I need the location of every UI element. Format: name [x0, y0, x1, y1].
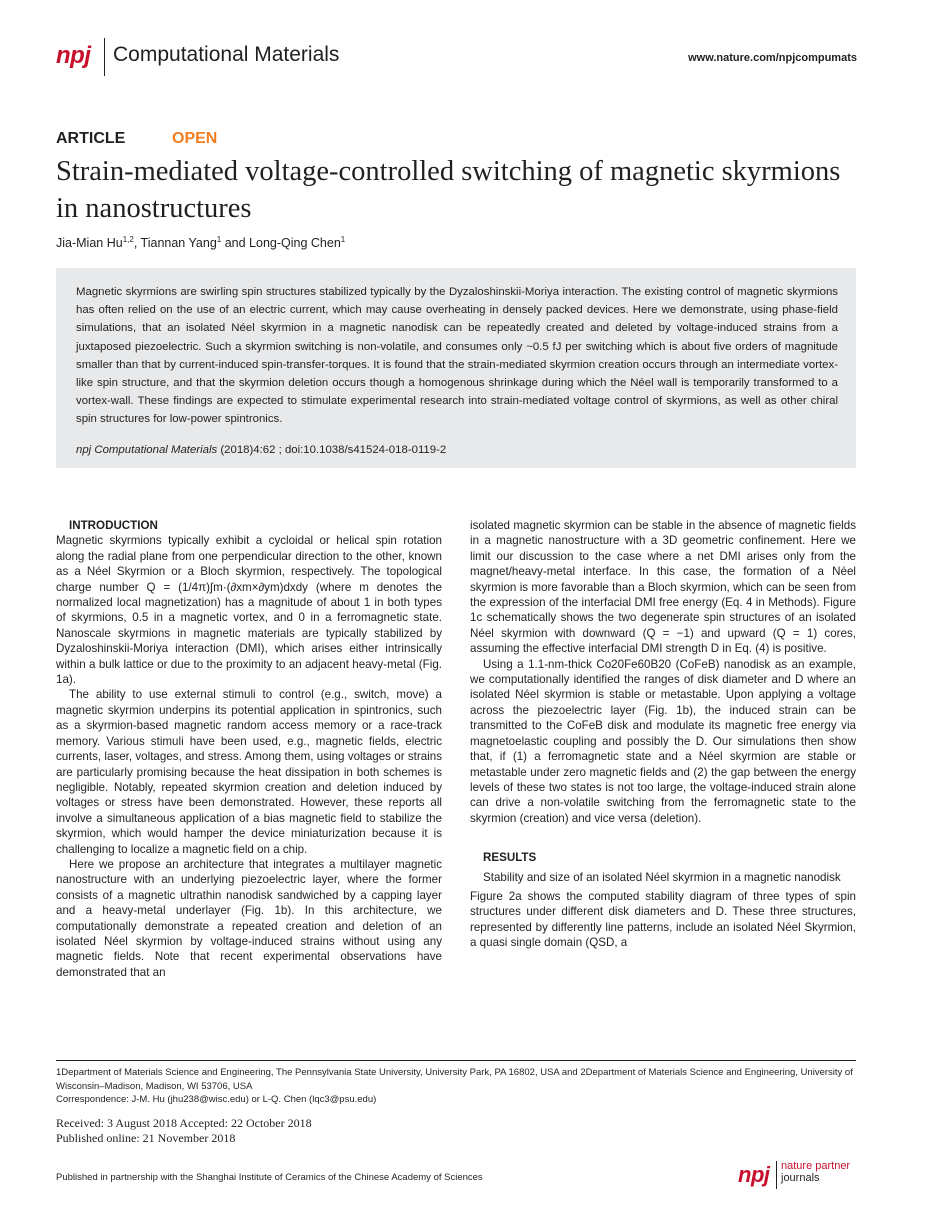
intro-paragraph-2: The ability to use external stimuli to control (e.g., switch, move) a magnetic skyrmion underpins its potential application in spintronics, such as a skyrmion-based magnetic random access memory or a race-track memory. Various stimuli have been used, e.g., magnetic fields, electric currents, laser, voltages, and stress. Among them, using voltages or strains are particularly promising because the heat dissipation in both schemes is negligible. Notably, repeated skyrmion creation and deletion induced by voltages or stress have been demonstrated. However, these reports all involve a simultaneous application of a bias magnetic field to stabilize the skyrmion, which would hamper the device miniaturization because it is challenging to localize a magnetic field on a chip. — [56, 688, 442, 856]
author-yang-affiliation: 1 — [216, 235, 222, 244]
author-list — [56, 235, 345, 250]
footer-logo-divider — [776, 1161, 777, 1189]
author-separator: , — [133, 236, 141, 251]
subsection-heading: Stability and size of an isolated Néel skyrmion in a magnetic nanodisk — [483, 870, 841, 884]
abstract-text: Magnetic skyrmions are swirling spin structures stabilized typically by the Dyzaloshinskii-Moriya interaction. The existing control of magnetic skyrmions has often relied on the use of an electric current, which may cause overheating in densely packed devices. Here we demonstrate, using phase-field simulations, that an isolated Néel skyrmion in a magnetic nanodisk can be repeatedly created and deleted by voltage-induced strains from a juxtaposed piezoelectric. Such a skyrmion switching is non-volatile, and consumes only ~0.5 fJ per switching which is about five orders of magnitude smaller than that by current-induced spin-transfer-torques. It is found that the strain-mediated skyrmion creation occurs through an intermediate vortex-like spin structure, and that the skyrmion deletion occurs though a homogenous shrinkage during which the Néel wall is temporarily transformed to a vortex-wall. These findings are expected to stimulate experimental research into strain-mediated voltage control of skyrmions, as well as other chiral spin structures for low-power spintronics. — [76, 286, 838, 426]
author-chen[interactable]: Long-Qing Chen — [249, 236, 341, 251]
body-column-left — [56, 518, 442, 980]
correspondence-footnote: Correspondence: J-M. Hu (jhu238@wisc.edu) or L-Q. Chen (lqc3@psu.edu) — [56, 1094, 377, 1105]
results-paragraph-1: Figure 2a shows the computed stability diagram of three types of spin structures under different disk diameters and D. These three structures, represented by differently line patterns, include an isolated Néel Skyrmion, a quasi single domain (QSD, a — [470, 889, 856, 950]
citation-line — [76, 444, 446, 456]
received-accepted-dates: Received: 3 August 2018 Accepted: 22 October 2018 — [56, 1116, 312, 1130]
nature-partner-journals-logo — [781, 1161, 861, 1184]
article-type-label: ARTICLE — [56, 130, 126, 147]
author-yang[interactable]: Tiannan Yang — [140, 236, 217, 251]
footnote-divider — [56, 1060, 856, 1061]
npj-footer-logo: npj — [738, 1162, 770, 1187]
section-heading-results: RESULTS — [483, 851, 537, 865]
partner-line-1: nature partner — [781, 1160, 851, 1172]
section-heading-introduction: INTRODUCTION — [69, 519, 158, 532]
affiliations-footnote: 1Department of Materials Science and Engineering, The Pennsylvania State University, University Park, PA 16802, USA and 2Department of Materials Science and Engineering, University of Wisconsin–Madison, Madison, WI 53706, USA — [56, 1067, 853, 1092]
partnership-note: Published in partnership with the Shanghai Institute of Ceramics of the Chinese Academy of Sciences — [56, 1172, 483, 1183]
header-divider — [104, 38, 105, 76]
right-paragraph-2: Using a 1.1-nm-thick Co20Fe60B20 (CoFeB) nanodisk as an example, we computationally identified the ranges of disk diameter and D where an isolated Néel skyrmion is stable or metastable. Upon applying a voltage across the piezoelectric layer (Fig. 1b), the induced strain can be transmitted to the CoFeB disk and modulate its magnetic free energy via magnetoelastic coupling and possibly the D. Our simulations then show that, if (1) a ferromagnetic state and a Néel skyrmion are stable or metastable under zero magnetic fields and (2) the gap between the energy levels of these two states is not too large, the voltage-induced strain alone can drive a non-volatile switching from the ferromagnetic state to the skyrmion (creation) and vice versa (deletion). — [470, 657, 856, 825]
citation-doi-link[interactable]: (2018)4:62 ; doi:10.1038/s41524-018-0119-2 — [217, 444, 447, 456]
npj-logo: npj — [56, 42, 91, 69]
article-title: Strain-mediated voltage-controlled switching of magnetic skyrmions in nanostructures — [56, 156, 841, 224]
intro-paragraph-3: Here we propose an architecture that integrates a multilayer magnetic nanostructure with an underlying piezoelectric layer, where the former consists of a magnetic ultrathin nanodisk sandwiched by a capping layer and a heavy-metal underlayer (Fig. 1b). In this architecture, we computationally demonstrate a repeated creation and deletion of an isolated Néel skyrmion by voltage-induced strains without using any magnetic fields. Note that recent experimental observations have demonstrated that an — [56, 857, 442, 979]
partner-line-2: journals — [781, 1171, 820, 1184]
intro-paragraph-1: Magnetic skyrmions typically exhibit a cycloidal or helical spin rotation along the radial plane from one perpendicular direction to the other, known as a Néel Skyrmion or a Bloch skyrmion, respectively. The topological charge number Q = (1/4π)∫m·(∂xm×∂ym)dxdy (where m denotes the normalized local magnetization) has a magnitude of about 1 in both types of skyrmions, 0.5 in a magnetic vortex, and 0 in a ferromagnetic state. Nanoscale skyrmions in magnetic materials are typically stabilized by Dyzaloshinskii-Moriya interaction (DMI), which arises either intrinsically within a bulk lattice or due to the proximity to an adjacent heavy-metal (Fig. 1a). — [56, 534, 442, 687]
journal-url-link[interactable]: www.nature.com/npjcompumats — [688, 52, 857, 64]
journal-name: Computational Materials — [113, 43, 340, 66]
published-online-date: Published online: 21 November 2018 — [56, 1131, 236, 1145]
right-paragraph-1: isolated magnetic skyrmion can be stable in the absence of magnetic fields in a magnetic nanostructure with a 3D geometric confinement. Here we limit our discussion to the case where a net DMI arises only from the magnet/heavy-metal interface. In this case, the formation of a Néel skyrmion is more favorable than a Bloch skyrmion, which can be seen from the expression of the interfacial DMI free energy (Eq. 4 in Methods). Figure 1c schematically shows the two degenerate spin structures of an isolated Néel skyrmion with downward (Q = −1) and upward (Q = 1) cores, assuming the effective interfacial DMI strength D in Eq. (4) is positive. — [470, 519, 856, 656]
author-chen-affiliation: 1 — [340, 235, 346, 244]
open-access-badge: OPEN — [172, 130, 218, 147]
author-separator: and — [221, 236, 250, 251]
body-column-right — [470, 518, 856, 951]
author-hu[interactable]: Jia-Mian Hu — [56, 236, 123, 251]
author-hu-affiliation: 1,2 — [122, 235, 134, 244]
citation-journal: npj Computational Materials — [76, 444, 218, 456]
